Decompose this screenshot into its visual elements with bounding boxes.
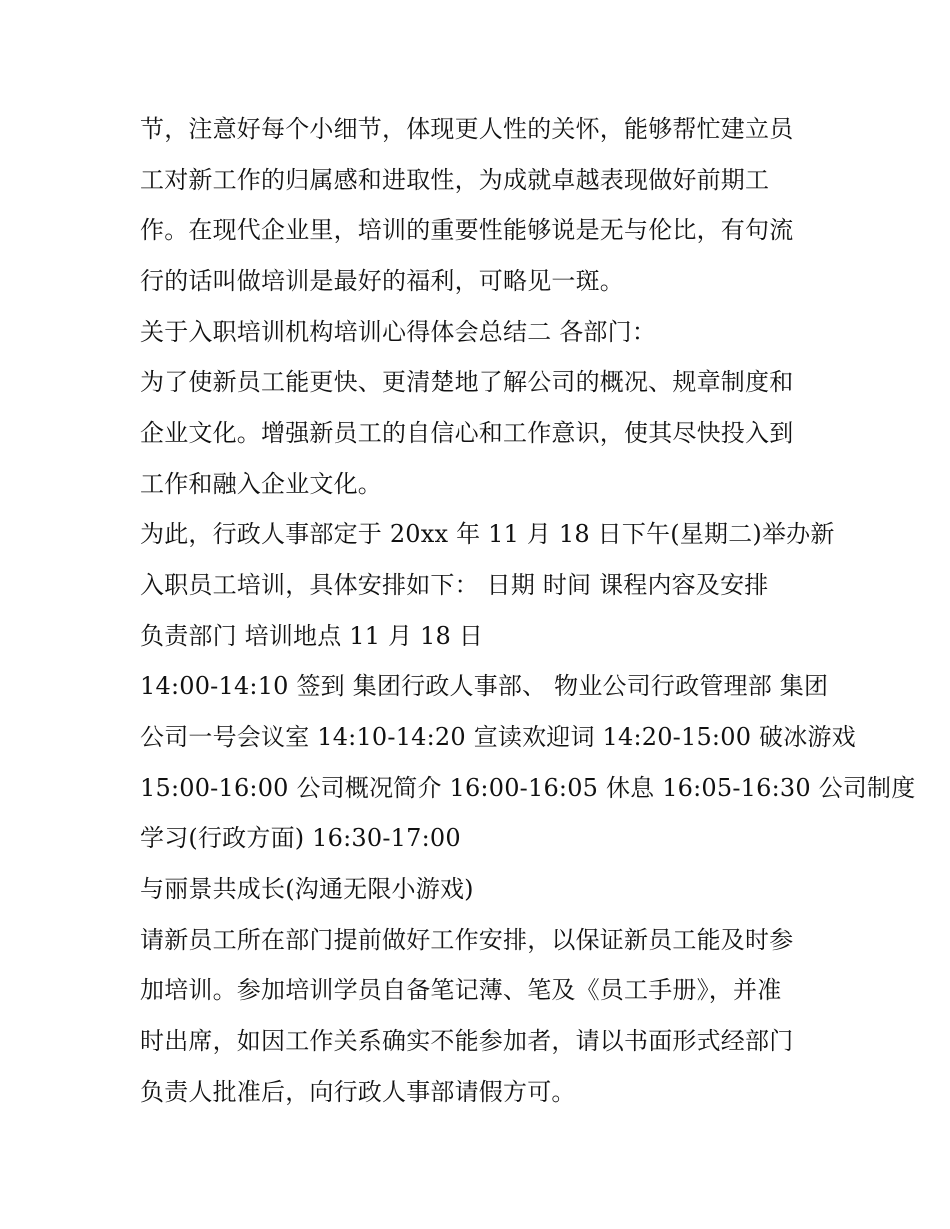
text-line: 15:00-16:00 公司概况简介 16:00-16:05 休息 16:05-16:30 公司制度 — [140, 774, 916, 802]
text-line: 负责人批准后，向行政人事部请假方可。 — [140, 1078, 576, 1106]
text-line: 为了使新员工能更快、更清楚地了解公司的概况、规章制度和 — [140, 368, 794, 396]
text-line: 学习(行政方面) 16:30-17:00 — [140, 824, 461, 852]
text-line: 入职员工培训，具体安排如下： 日期 时间 课程内容及安排 — [140, 571, 769, 599]
text-line: 工对新工作的归属感和进取性，为成就卓越表现做好前期工 — [140, 166, 770, 194]
text-line: 作。在现代企业里，培训的重要性能够说是无与伦比，有句流 — [140, 216, 794, 244]
text-line: 14:00-14:10 签到 集团行政人事部、 物业公司行政管理部 集团 — [140, 672, 829, 700]
text-line: 时出席，如因工作关系确实不能参加者，请以书面形式经部门 — [140, 1027, 794, 1055]
text-line: 与丽景共成长(沟通无限小游戏) — [140, 875, 474, 903]
text-line: 工作和融入企业文化。 — [140, 470, 382, 498]
text-line: 节，注意好每个小细节，体现更人性的关怀，能够帮忙建立员 — [140, 115, 794, 143]
text-line: 负责部门 培训地点 11 月 18 日 — [140, 622, 484, 650]
text-line: 请新员工所在部门提前做好工作安排，以保证新员工能及时参 — [140, 926, 794, 954]
text-line: 关于入职培训机构培训心得体会总结二 各部门： — [140, 318, 657, 346]
text-line: 加培训。参加培训学员自备笔记薄、笔及《员工手册》，并准 — [140, 976, 782, 1004]
text-line: 企业文化。增强新员工的自信心和工作意识，使其尽快投入到 — [140, 419, 794, 447]
text-line: 公司一号会议室 14:10-14:20 宣读欢迎词 14:20-15:00 破冰游戏 — [140, 723, 856, 751]
text-line: 行的话叫做培训是最好的福利，可略见一斑。 — [140, 267, 624, 295]
text-line: 为此，行政人事部定于 20xx 年 11 月 18 日下午(星期二)举办新 — [140, 520, 835, 548]
